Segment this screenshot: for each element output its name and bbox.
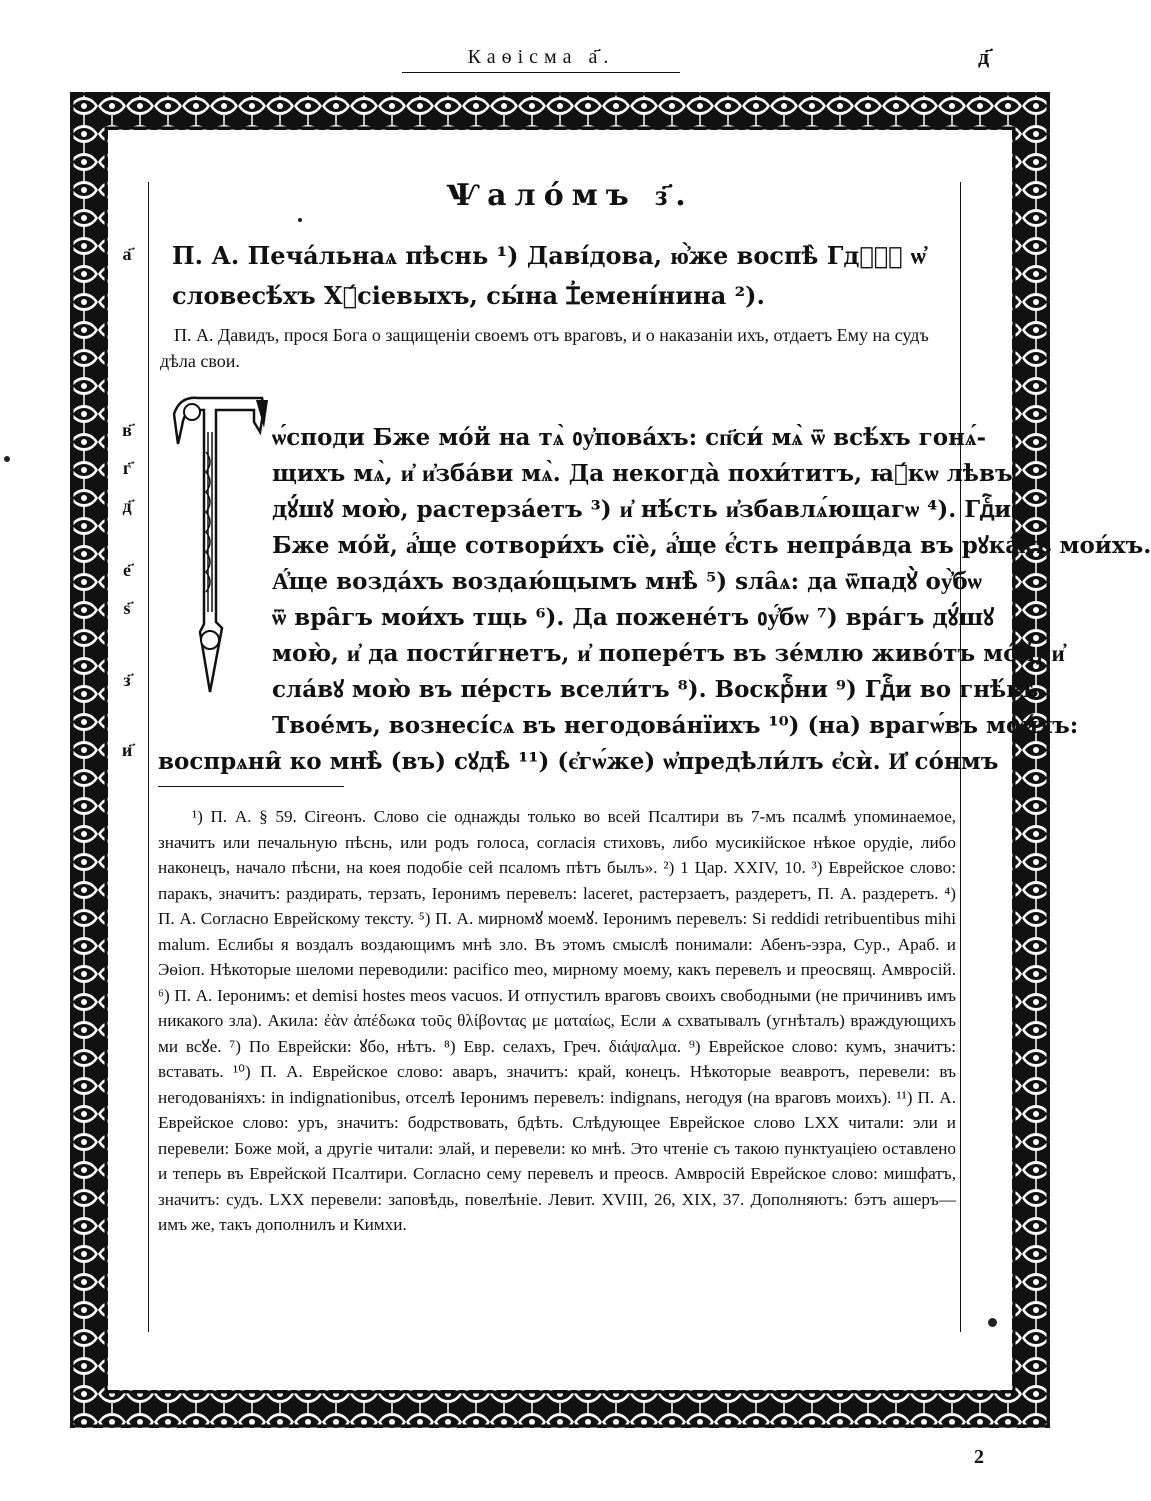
- verse-number-7: з҃: [123, 670, 131, 691]
- page-number-church-slavonic: д҃: [978, 44, 990, 70]
- verse-number-2: в҃: [122, 420, 132, 441]
- folio-number: 2: [974, 1446, 984, 1468]
- verse-line-8: сла́вꙋ мою̀ въ пе́рсть всели́тъ ⁸). Воскрⷭ҇ни ⁹) Гдⷭ҇и во гнѣ́вѣ: [272, 676, 1039, 703]
- verse-line-5: А҆́ще возда́хъ воздаю́щымъ мнѣ̀ ⁵) ѕла̑ѧ: да ѿпадꙋ̀ оу҆̀бѡ: [272, 568, 982, 595]
- verse-number-8: и҃: [121, 740, 133, 761]
- verse-number-1: а҃: [122, 244, 132, 265]
- verse-line-10: воспрѧни̑ ко мнѣ̀ (въ) сꙋдѣ̀ ¹¹) (є҆гѡ́же) ѡ҆предѣли́лъ є҆сѝ. И҆ со́нмъ: [158, 748, 999, 775]
- header-rule: [402, 72, 680, 73]
- verse-line-6: ѿ вра̑гъ мои́хъ тщь ⁶). Да пожене́тъ ᲂу҆́бѡ ⁷) вра́гъ дꙋ́шꙋ: [272, 604, 995, 631]
- verse-line-3: дꙋ́шꙋ мою̀, растерза́етъ ³) и҆ нѣ́сть и҆збавлѧ́ющагѡ ⁴). Гдⷭ҇и: [272, 496, 1012, 523]
- verse-number-5: е҃: [123, 560, 131, 581]
- decorated-initial-letter: [170, 392, 270, 722]
- ink-blot: [988, 1318, 997, 1327]
- psalm-summary: П. А. Давидъ, прося Бога о защищеніи своемъ отъ враговъ, и о наказаніи ихъ, отдаетъ Ему на судъ дѣла свои.: [160, 325, 929, 371]
- verse-line-7: мою̀, и҆ да пости́гнетъ, и҆ попере́тъ въ зе́млю живо́тъ мо́й, и҆: [272, 640, 1065, 667]
- psalm-superscription: П. А. Печáльнаѧ пѣснь ¹) Давíдова, ю҆̀же воспѣ̀ Гдⷭ҇ꙋ ѡ҆ словесѣ́хъ Хꙋ́сіевыхъ, сы́на Ɪ҆еменíнина ²).: [172, 241, 926, 310]
- verse-number-3: г҃: [122, 458, 132, 479]
- verse-number-6: ѕ҃: [123, 598, 131, 619]
- verse-line-4: Бже мо́й, а҆́ще сотвори́хъ сїѐ, а҆́ще є҆́сть непра́вда въ рꙋка́хъ мои́хъ.: [272, 532, 1151, 559]
- left-column-rule: [148, 182, 149, 1332]
- verse-line-1: ѡ́споди Бже мо́й на тѧ̀ ᲂу҆пова́хъ: сп҃си́ мѧ̀ ѿ всѣ́хъ гонѧ́-: [272, 424, 986, 451]
- verse-line-9: Твое́мъ, вознесі́сѧ въ негодова́нїихъ ¹⁰) (на) врагѡ́въ мои́хъ:: [272, 712, 1079, 739]
- running-header-title: Каѳісма а҃.: [467, 46, 615, 68]
- ink-speck: [4, 456, 10, 462]
- verse-number-4: д҃: [122, 496, 132, 517]
- footnotes: ¹) П. А. § 59. Сігеонъ. Слово сіе однажды только во всей Псалтири въ 7-мъ псалмѣ упоминаемое, значитъ или печальную пѣснь, или родъ голоса, согласія стиховъ, либо мусикійское нѣкое орудіе, либо наконецъ, начало пѣсни, на коея подобіе сей псаломъ пѣтъ былъ». ²) 1 Цар. XXIV, 10. ³) Еврейское слово: паракъ, значитъ: раздирать, терзать, Іеронимъ перевелъ: laceret, растерзаетъ, раздеретъ, П. А. раздеретъ. ⁴) П. А. Согласно Еврейскому тексту. ⁵) П. А. мирномꙋ моемꙋ. Іеронимъ перевелъ: Si reddidi retribuentibus mihi malum. Еслибы я воздалъ воздающимъ мнѣ зло. Въ этомъ смыслѣ понимали: Абенъ-эзра, Сур., Араб. и Эѳіоп. Нѣкоторые шеломи переводили: pacifico meo, мирному моему, какъ перевелъ и преосвящ. Амвросій. ⁶) П. А. Іеронимъ: et demisi hostes meos vacuos. И отпустилъ враговъ своихъ свободными (не причинивъ имъ никакого зла). Акила: ἐὰν ἀπέδωκα τοῦς θλίβοντας με ματαίως, Если ѧ схватывалъ (угнѣталъ) враждующихъ ми всꙋе. ⁷) По Еврейски: ꙋбо, нѣтъ. ⁸) Евр. селахъ, Греч. διάψαλμα. ⁹) Еврейское слово: кумъ, значитъ: вставать. ¹⁰) П. А. Еврейское слово: аваръ, значитъ: край, конецъ. Нѣкоторые веавротъ, перевели: въ негодованіяхъ: in indignationibus, отселѣ Іеронимъ перевелъ: indignans, негодуя (на враговъ моихъ). ¹¹) П. А. Еврейское слово: уръ, значитъ: бодрствовать, бдѣть. Слѣдующее Еврейское слово LXX читали: эли и перевели: Боже мой, а другіе читали: элай, и перевели: ко мнѣ. Это чтеніе съ такою пунктуаціею оставлено и теперь въ Еврейской Псалтири. Согласно сему перевелъ и преосв. Амвросій Еврейское слово: мишфатъ, значитъ: судъ. LXX перевели: заповѣдь, повелѣніе. Левит. XVIII, 26, XIX, 37. Дополняютъ: бэтъ ашеръ— имъ же, такъ дополнилъ и Кимхи.: [158, 807, 956, 1234]
- ink-dot: [298, 218, 302, 222]
- footnote-rule: [158, 786, 344, 787]
- psalm-title: Ѱалóмъ з҃.: [446, 178, 694, 213]
- verse-line-2: щихъ мѧ̀, и҆ и҆зба́ви мѧ̀. Да некогда̀ похи́титъ, ꙗ҆́кѡ лѣвъ,: [272, 460, 1021, 487]
